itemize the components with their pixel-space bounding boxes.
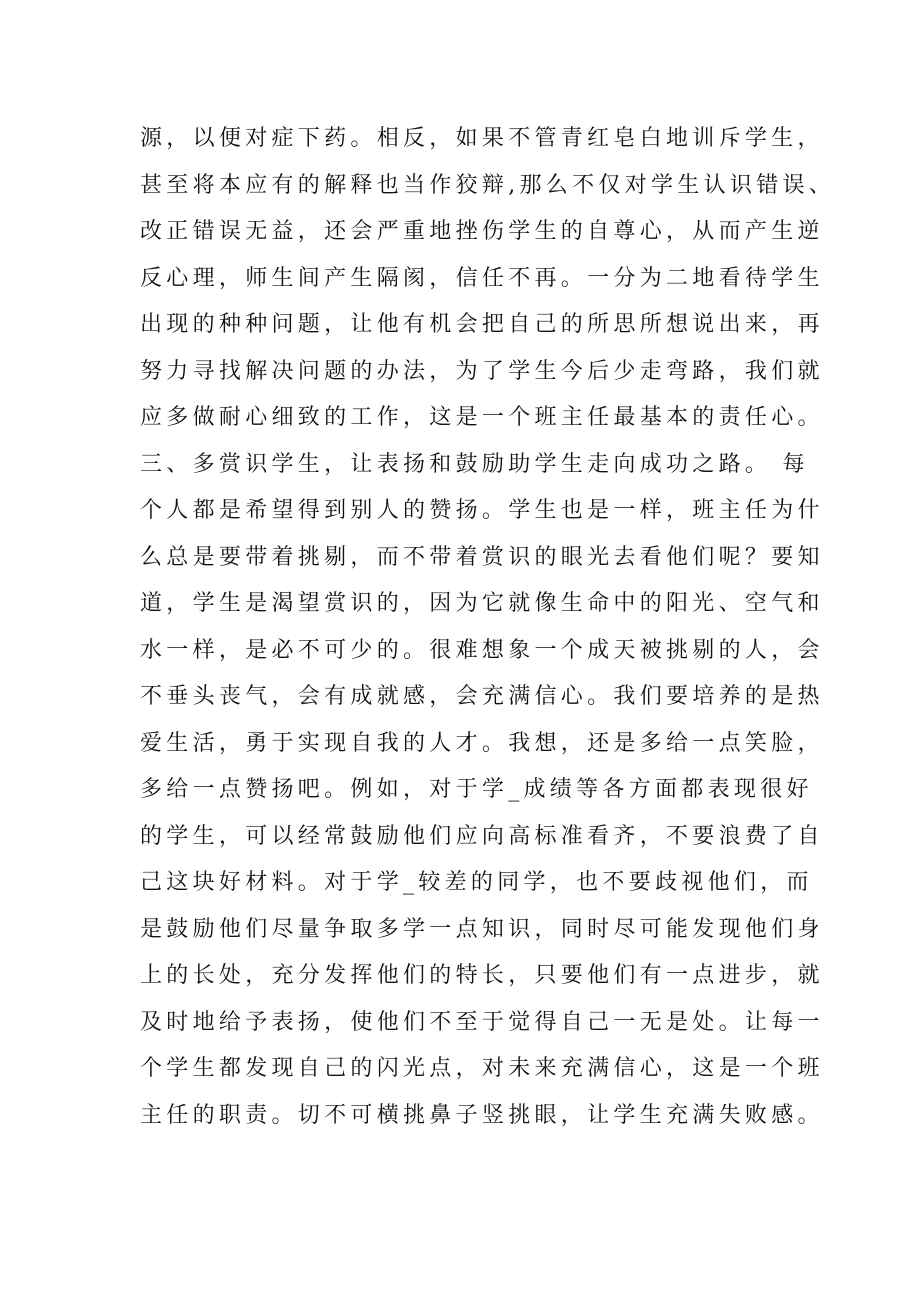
text-line: 上的长处，充分发挥他们的特长，只要他们有一点进步，就 xyxy=(140,963,824,988)
section-heading-line: 三、多赏识学生，让表扬和鼓励助学生走向成功之路。 每 xyxy=(140,451,809,477)
text-line: 爱生活，勇于实现自我的人才。我想，还是多给一点笑脸， xyxy=(140,730,824,756)
text-line: 个学生都发现自己的闪光点，对未来充满信心，这是一个班 xyxy=(140,1056,824,1081)
text-line: 的学生，可以经常鼓励他们应向高标准看齐，不要浪费了自 xyxy=(140,823,824,849)
text-line: 改正错误无益，还会严重地挫伤学生的自尊心，从而产生逆 xyxy=(140,219,824,244)
text-line: 多给一点赞扬吧。例如，对于学_成绩等各方面都表现很好 xyxy=(140,777,813,802)
text-line: 不垂头丧气，会有成就感，会充满信心。我们要培养的是热 xyxy=(140,684,824,709)
text-line: 出现的种种问题，让他有机会把自己的所思所想说出来，再 xyxy=(140,312,824,337)
text-line: 努力寻找解决问题的办法，为了学生今后少走弯路，我们就 xyxy=(140,358,824,384)
text-line: 己这块好材料。对于学_较差的同学，也不要歧视他们，而 xyxy=(140,870,813,895)
text-line: 应多做耐心细致的工作，这是一个班主任最基本的责任心。 xyxy=(140,405,824,430)
text-line: 反心理，师生间产生隔阂，信任不再。一分为二地看待学生 xyxy=(140,265,824,291)
text-line: 道，学生是渴望赏识的，因为它就像生命中的阳光、空气和 xyxy=(140,591,824,616)
text-line: 甚至将本应有的解释也当作狡辩,那么不仅对学生认识错误、 xyxy=(140,172,836,198)
text-line: 是鼓励他们尽量争取多学一点知识，同时尽可能发现他们身 xyxy=(140,916,824,942)
text-line: 个人都是希望得到别人的赞扬。学生也是一样，班主任为什 xyxy=(140,498,824,523)
body-text xyxy=(140,116,840,1139)
text-line: 及时地给予表扬，使他们不至于觉得自己一无是处。让每一 xyxy=(140,1009,824,1035)
text-line: 源，以便对症下药。相反，如果不管青红皂白地训斥学生， xyxy=(140,126,824,151)
text-line: 水一样，是必不可少的。很难想象一个成天被挑剔的人，会 xyxy=(140,637,824,663)
text-line: 主任的职责。切不可横挑鼻子竖挑眼，让学生充满失败感。 xyxy=(140,1102,824,1128)
text-line: 么总是要带着挑剔，而不带着赏识的眼光去看他们呢？要知 xyxy=(140,544,824,570)
